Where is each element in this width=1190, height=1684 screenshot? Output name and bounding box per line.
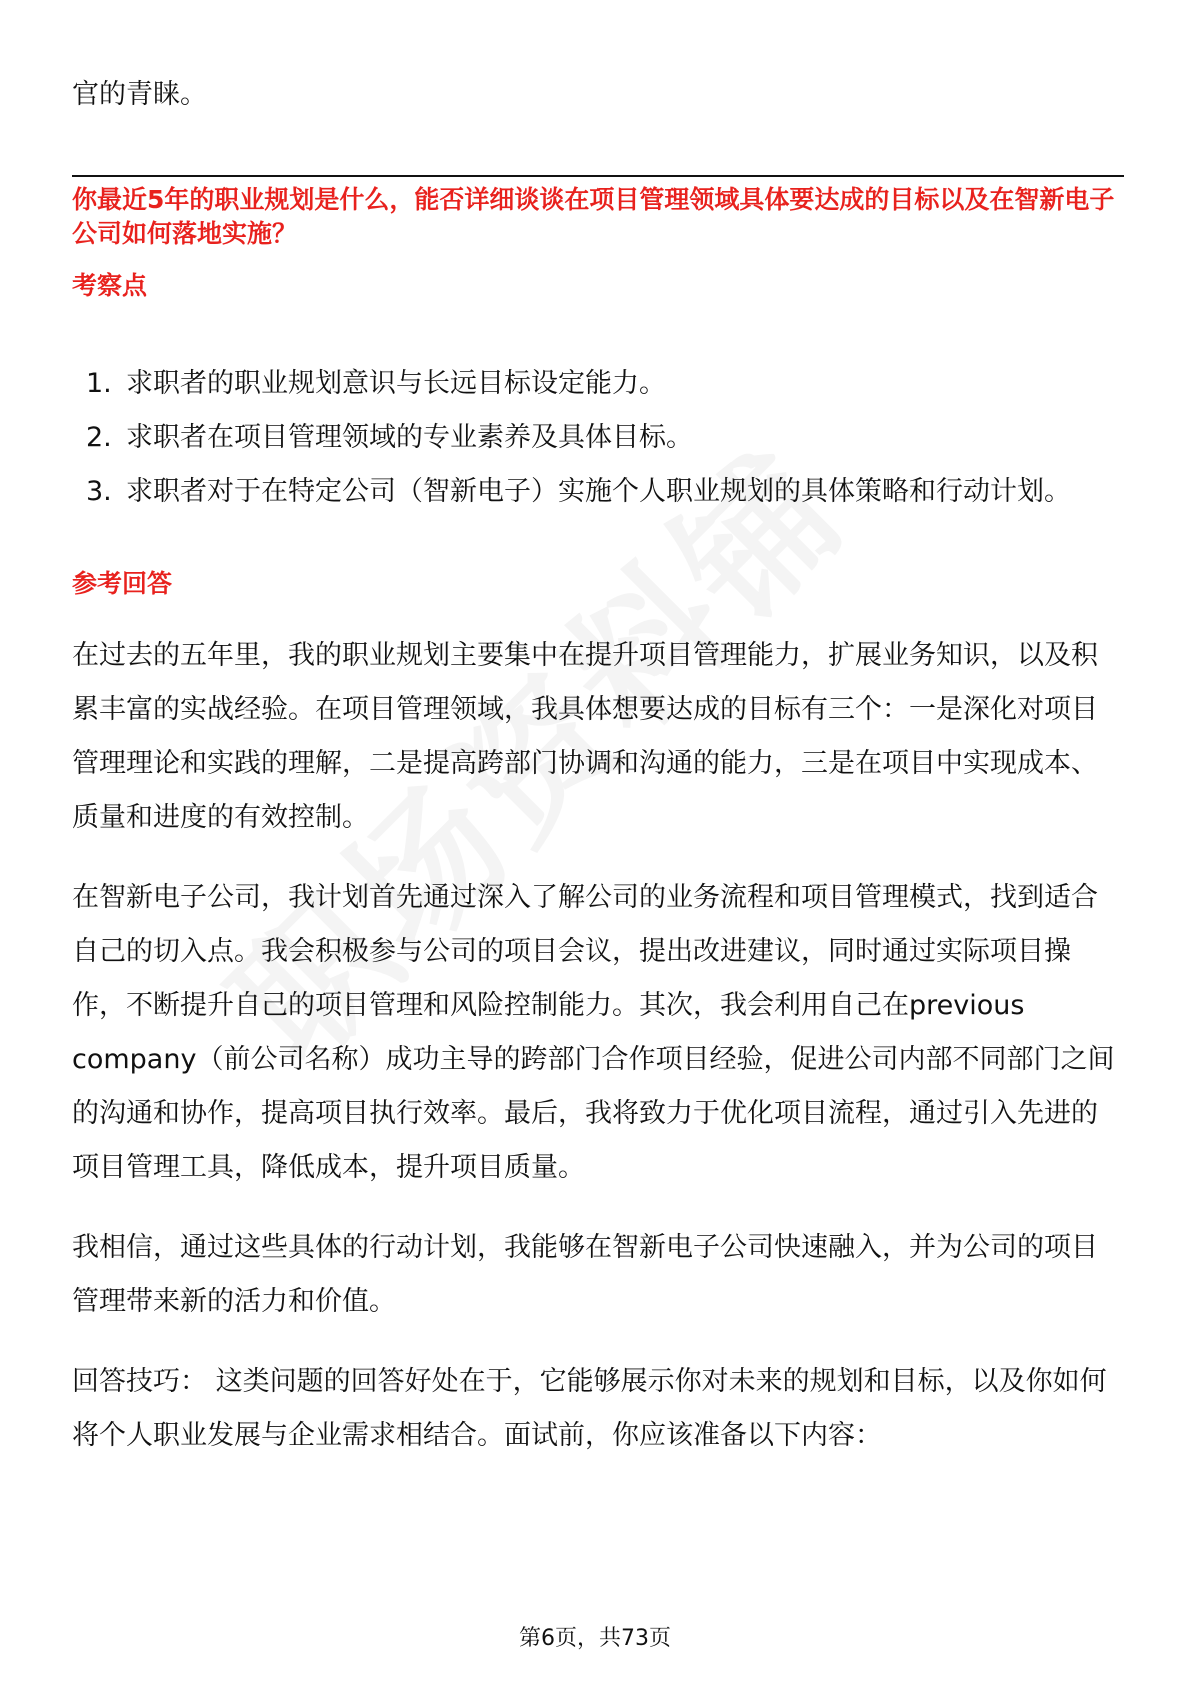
intro-tail-text: 官的青睐。 <box>72 79 207 110</box>
exam-point-number: 1. <box>86 368 112 399</box>
exam-point-number: 3. <box>86 476 112 507</box>
answer-heading: 参考回答 <box>72 569 173 598</box>
exam-point-item <box>72 411 1124 465</box>
page-number-footer: 第6页，共73页 <box>519 1626 671 1651</box>
exam-point-text: 求职者对于在特定公司（智新电子）实施个人职业规划的具体策略和行动计划。 <box>126 476 1071 507</box>
exam-points-heading: 考察点 <box>72 271 148 300</box>
exam-point-text: 求职者在项目管理领域的专业素养及具体目标。 <box>126 422 693 453</box>
exam-point-item <box>72 357 1124 411</box>
answer-tips-paragraph: 回答技巧： 这类问题的回答好处在于，它能够展示你对未来的规划和目标，以及你如何将个人职业发展与企业需求相结合。面试前，你应该准备以下内容： <box>72 1366 1107 1451</box>
question-title: 你最近5年的职业规划是什么，能否详细谈谈在项目管理领域具体要达成的目标以及在智新电子公司如何落地实施？ <box>72 185 1115 248</box>
exam-point-item <box>72 465 1124 519</box>
answer-paragraph: 我相信，通过这些具体的行动计划，我能够在智新电子公司快速融入，并为公司的项目管理带来新的活力和价值。 <box>72 1232 1098 1317</box>
section-divider <box>72 175 1124 177</box>
answer-paragraph: 在智新电子公司，我计划首先通过深入了解公司的业务流程和项目管理模式，找到适合自己的切入点。我会积极参与公司的项目会议，提出改进建议，同时通过实际项目操作，不断提升自己的项目管理和风险控制能力。其次，我会利用自己在previous company（前公司名称）成功主导的跨部门合作项目经验，促进公司内部不同部门之间的沟通和协作，提高项目执行效率。最后，我将致力于优化项目流程，通过引入先进的项目管理工具，降低成本，提升项目质量。 <box>72 882 1115 1183</box>
exam-points-list <box>72 357 1124 519</box>
exam-point-number: 2. <box>86 422 112 453</box>
answer-paragraph: 在过去的五年里，我的职业规划主要集中在提升项目管理能力，扩展业务知识，以及积累丰富的实战经验。在项目管理领域，我具体想要达成的目标有三个：一是深化对项目管理理论和实践的理解，二是提高跨部门协调和沟通的能力，三是在项目中实现成本、质量和进度的有效控制。 <box>72 640 1098 833</box>
exam-point-text: 求职者的职业规划意识与长远目标设定能力。 <box>126 368 666 399</box>
